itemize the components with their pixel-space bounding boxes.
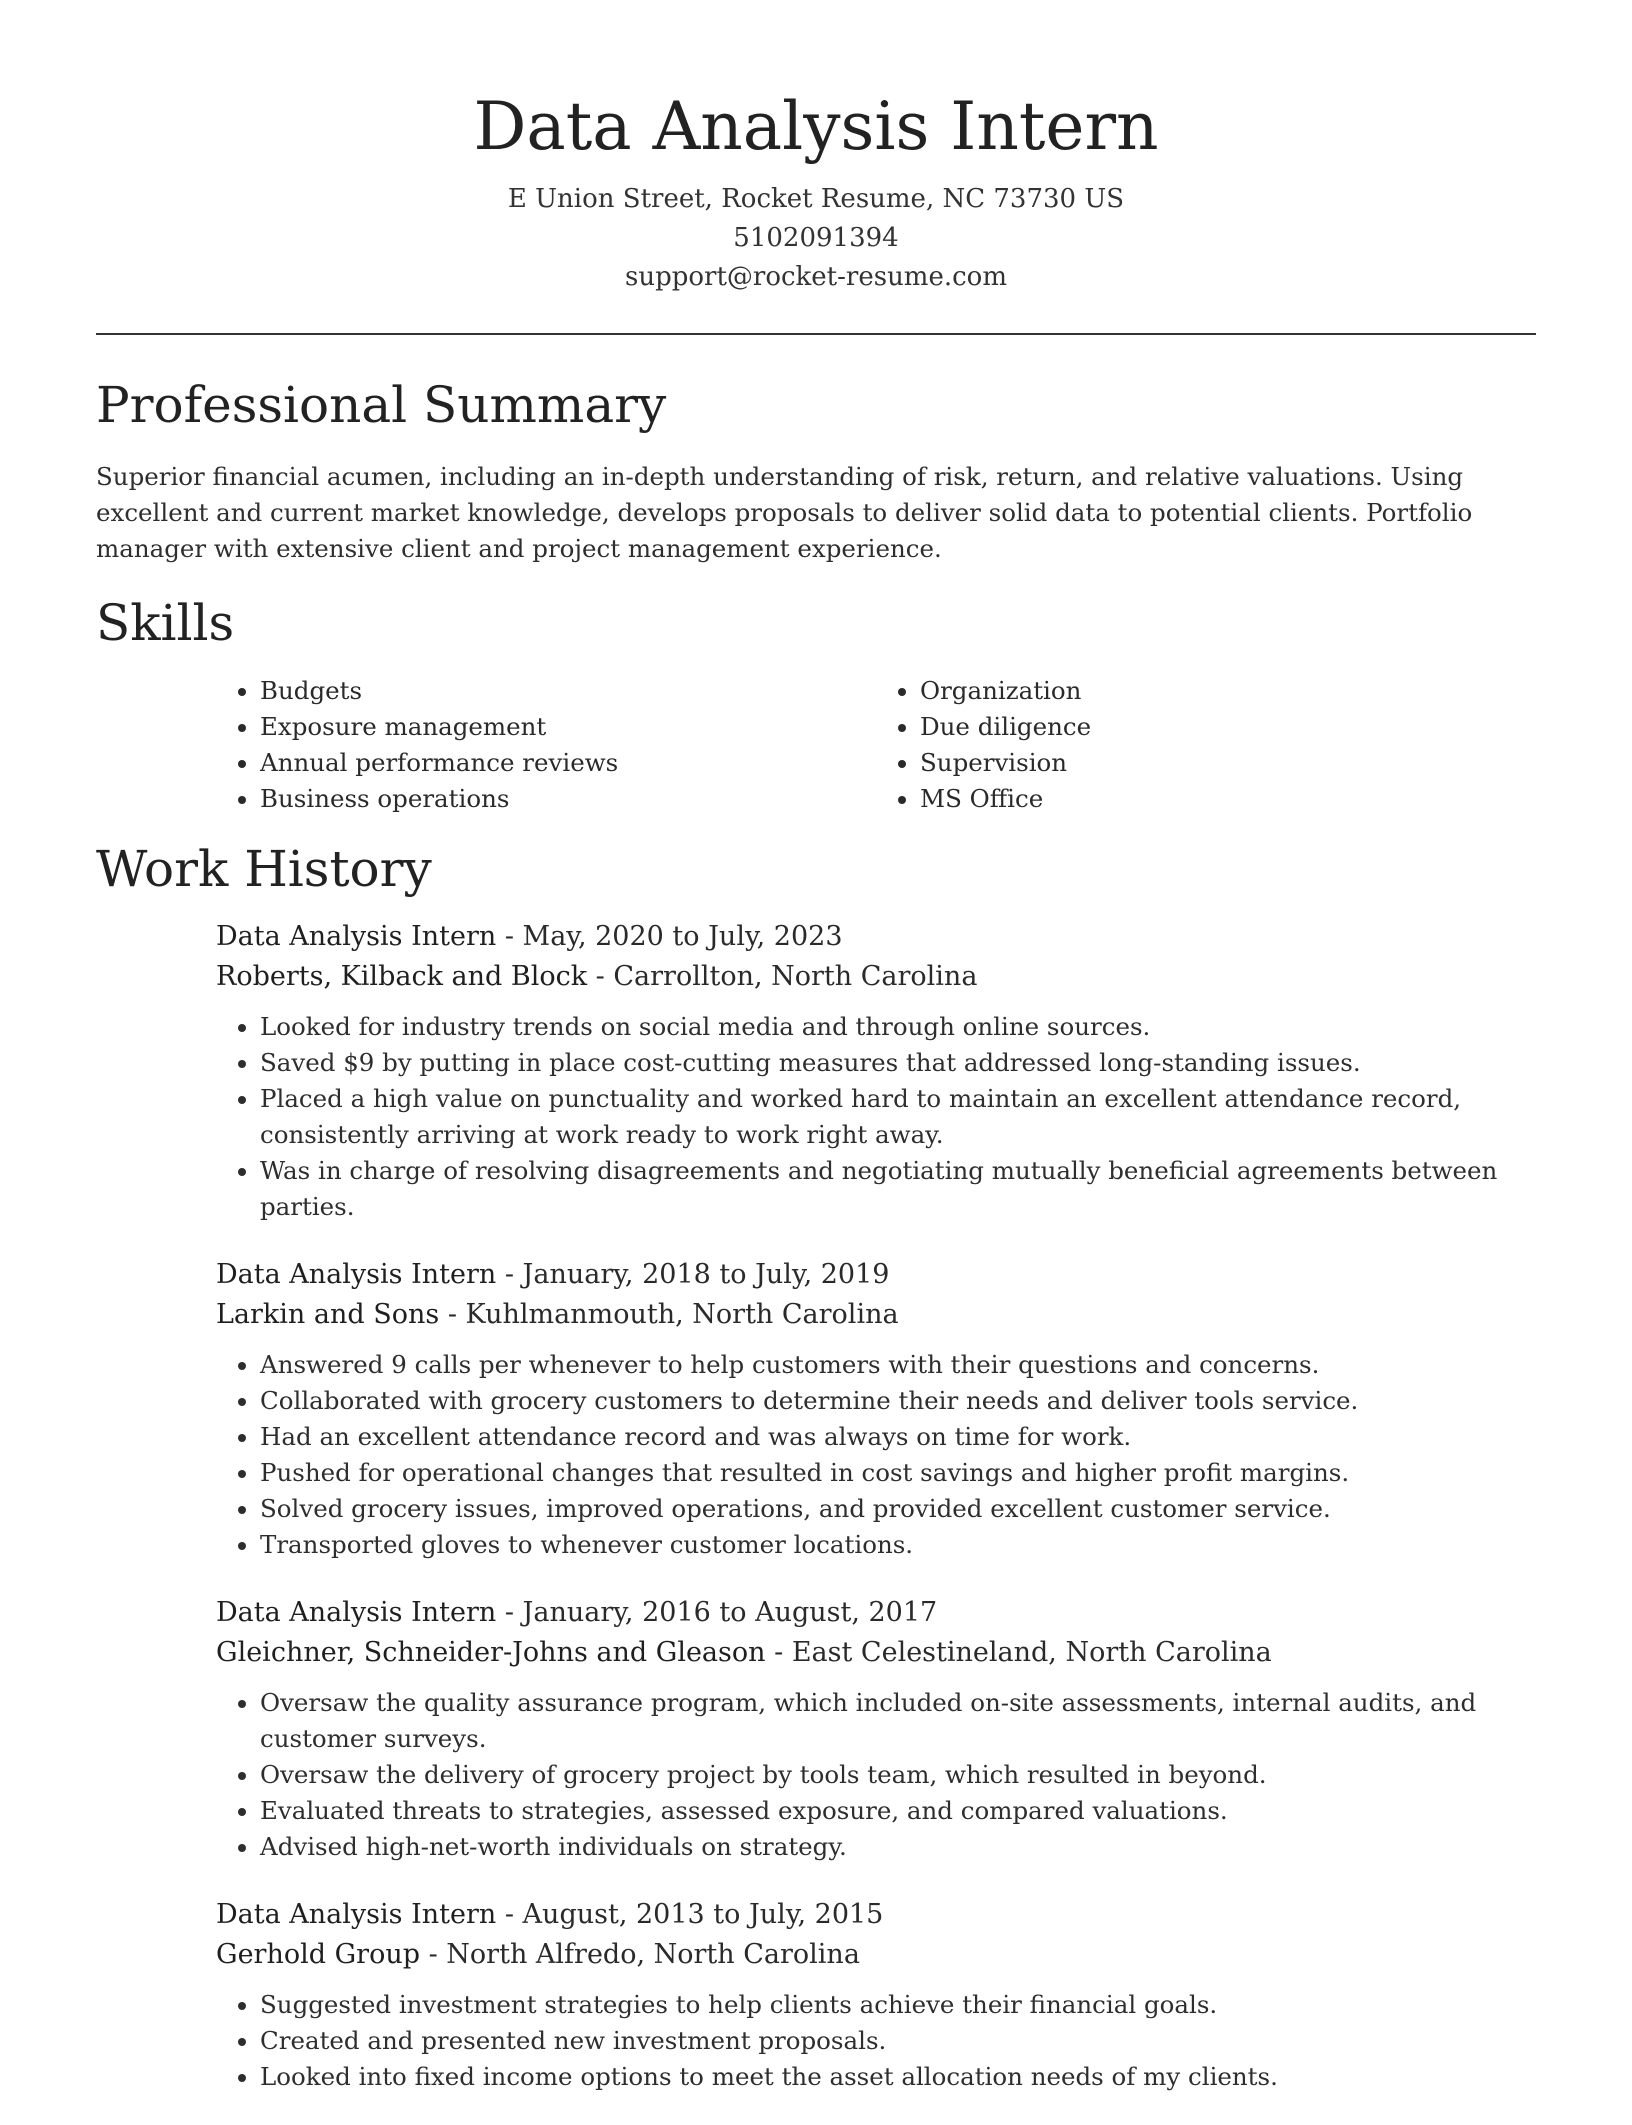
job-bullets — [216, 1987, 1536, 2095]
job-title-line — [216, 1895, 1536, 1935]
skill-item: • Exposure management — [260, 709, 876, 745]
job-role: Data Analysis Intern — [216, 1259, 497, 1290]
job-bullets — [216, 1685, 1536, 1865]
job-bullet: • Solved grocery issues, improved operations, and provided excellent customer service. — [260, 1491, 1536, 1527]
job-bullet: • Collaborated with grocery customers to determine their needs and deliver tools service. — [260, 1383, 1536, 1419]
work-history-section — [96, 839, 1536, 2095]
job-company-line — [216, 1935, 1536, 1975]
job-entry — [216, 917, 1536, 1225]
job-bullet: • Had an excellent attendance record and was always on time for work. — [260, 1419, 1536, 1455]
job-dates: - May, 2020 to July, 2023 — [496, 921, 843, 952]
skill-item: • Business operations — [260, 781, 876, 817]
resume-page — [96, 0, 1536, 2125]
job-bullet: • Transported gloves to whenever customer locations. — [260, 1527, 1536, 1563]
candidate-name: Data Analysis Intern — [473, 88, 1159, 165]
job-company-line — [216, 1633, 1536, 1673]
job-bullet: • Placed a high value on punctuality and worked hard to maintain an excellent attendance record, consistently arriving at work ready to work right away. — [260, 1081, 1536, 1153]
job-title-line — [216, 1255, 1536, 1295]
contact-address: E Union Street, Rocket Resume, NC 73730 US — [507, 184, 1125, 214]
work-history-heading: Work History — [96, 840, 432, 898]
summary-heading: Professional Summary — [96, 376, 667, 434]
job-company: Larkin and Sons — [216, 1299, 440, 1330]
contact-phone: 5102091394 — [733, 223, 899, 253]
job-bullet: • Answered 9 calls per whenever to help customers with their questions and concerns. — [260, 1347, 1536, 1383]
job-bullets — [216, 1347, 1536, 1563]
skill-item: • Budgets — [260, 673, 876, 709]
job-location: - East Celestineland, North Carolina — [765, 1637, 1272, 1668]
job-entry — [216, 1593, 1536, 1865]
job-role: Data Analysis Intern — [216, 921, 497, 952]
job-role: Data Analysis Intern — [216, 1899, 497, 1930]
job-location: - Kuhlmanmouth, North Carolina — [439, 1299, 899, 1330]
job-bullet: • Oversaw the delivery of grocery project by tools team, which resulted in beyond. — [260, 1757, 1536, 1793]
job-company-line — [216, 1295, 1536, 1335]
job-title-line — [216, 917, 1536, 957]
job-bullet: • Saved $9 by putting in place cost-cutting measures that addressed long-standing issues. — [260, 1045, 1536, 1081]
job-company-line — [216, 957, 1536, 997]
contact-email: support@rocket-resume.com — [624, 262, 1007, 292]
skill-item: • Organization — [920, 673, 1536, 709]
skill-item: • Supervision — [920, 745, 1536, 781]
job-bullet: • Evaluated threats to strategies, assessed exposure, and compared valuations. — [260, 1793, 1536, 1829]
job-bullet: • Advised high-net-worth individuals on strategy. — [260, 1829, 1536, 1865]
resume-header — [96, 0, 1536, 297]
job-bullet: • Suggested investment strategies to help clients achieve their financial goals. — [260, 1987, 1536, 2023]
job-company: Roberts, Kilback and Block — [216, 961, 588, 992]
skill-item: • Due diligence — [920, 709, 1536, 745]
header-divider — [96, 333, 1536, 335]
job-dates: - August, 2013 to July, 2015 — [496, 1899, 884, 1930]
job-bullet: • Oversaw the quality assurance program, which included on-site assessments, internal audits, and customer surveys. — [260, 1685, 1536, 1757]
summary-text: Superior financial acumen, including an in-depth understanding of risk, return, and relative valuations. Using excellent and current market knowledge, develops proposals to deliver solid data to potential clients. Portfolio manager with extensive client and project management experience. — [96, 462, 1473, 563]
job-dates: - January, 2018 to July, 2019 — [496, 1259, 890, 1290]
skill-item: • Annual performance reviews — [260, 745, 876, 781]
job-bullet: • Pushed for operational changes that resulted in cost savings and higher profit margins. — [260, 1455, 1536, 1491]
skills-list — [216, 673, 1536, 817]
job-company: Gleichner, Schneider-Johns and Gleason — [216, 1637, 766, 1668]
summary-section — [96, 375, 1536, 567]
job-bullets — [216, 1009, 1536, 1225]
job-dates: - January, 2016 to August, 2017 — [496, 1597, 938, 1628]
skills-column-left — [216, 673, 876, 817]
skills-column-right — [876, 673, 1536, 817]
job-entry — [216, 1895, 1536, 2095]
contact-block — [96, 180, 1536, 297]
job-bullet: • Looked into fixed income options to meet the asset allocation needs of my clients. — [260, 2059, 1536, 2095]
skills-section — [96, 593, 1536, 817]
skills-heading: Skills — [96, 594, 235, 652]
job-bullet: • Looked for industry trends on social media and through online sources. — [260, 1009, 1536, 1045]
job-location: - North Alfredo, North Carolina — [420, 1939, 860, 1970]
job-title-line — [216, 1593, 1536, 1633]
job-role: Data Analysis Intern — [216, 1597, 497, 1628]
skill-item: • MS Office — [920, 781, 1536, 817]
job-bullet: • Created and presented new investment proposals. — [260, 2023, 1536, 2059]
job-bullet: • Was in charge of resolving disagreements and negotiating mutually beneficial agreements between parties. — [260, 1153, 1536, 1225]
job-company: Gerhold Group — [216, 1939, 421, 1970]
job-location: - Carrollton, North Carolina — [587, 961, 978, 992]
job-entry — [216, 1255, 1536, 1563]
